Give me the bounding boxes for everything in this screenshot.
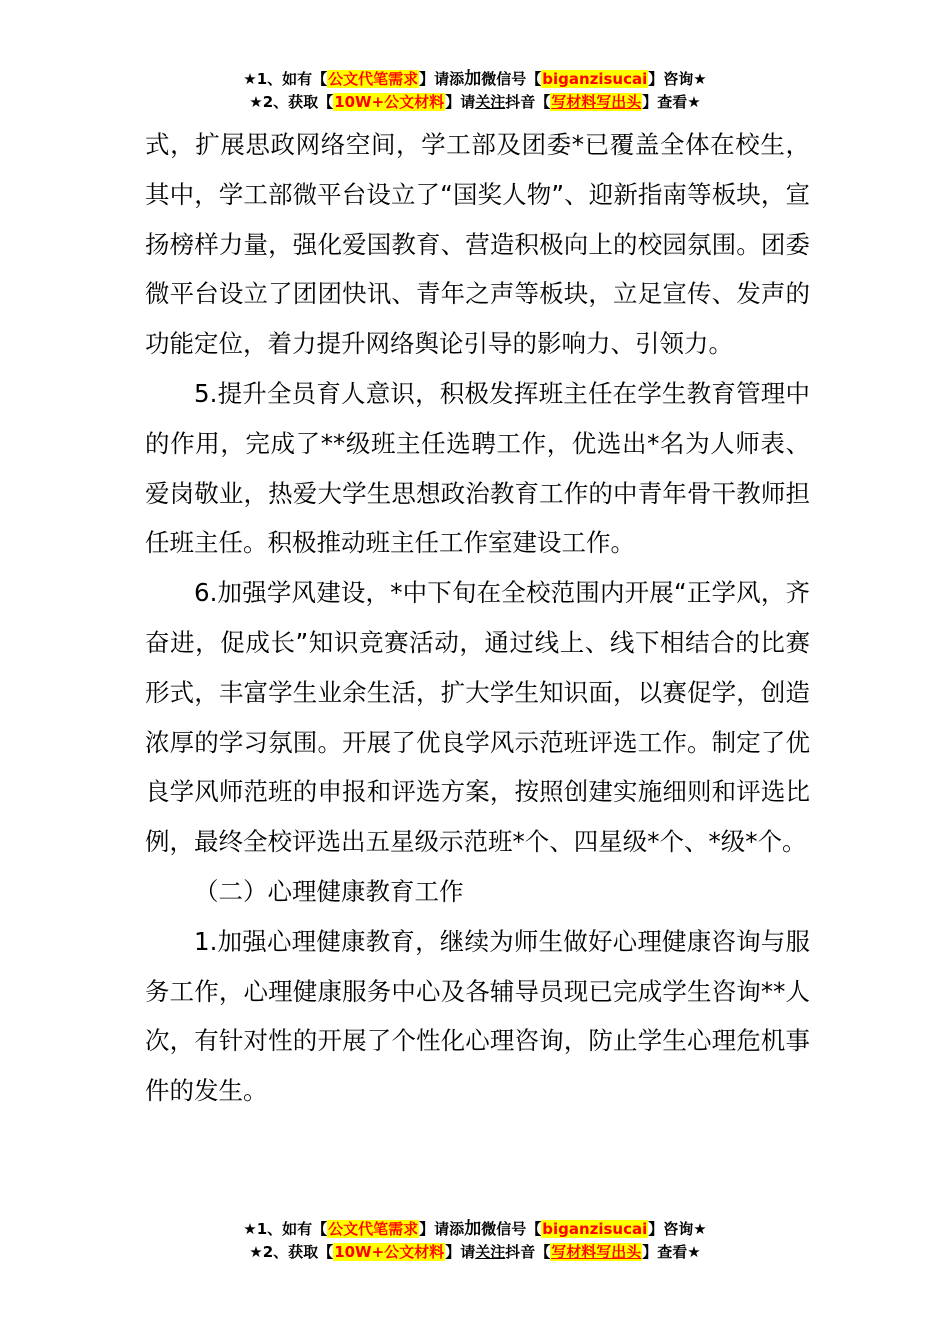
banner-text: 】查看★	[642, 1243, 701, 1261]
banner-text: 抖音【	[505, 93, 551, 111]
banner-text: 】查看★	[642, 93, 701, 111]
banner-text: 】请添	[419, 1220, 465, 1238]
document-body	[145, 120, 810, 1116]
banner-line-2	[0, 1241, 950, 1264]
banner-text: ★2、获取【	[249, 1243, 334, 1261]
highlight-douyin-id: 写材料写出头	[551, 93, 642, 111]
banner-text: 】请添	[419, 70, 465, 88]
header-banner	[0, 68, 950, 114]
banner-text: ★2、获取【	[249, 93, 334, 111]
banner-line-2	[0, 91, 950, 114]
banner-text: ★1、如有【	[243, 1220, 328, 1238]
highlight-douyin-id: 写材料写出头	[551, 1243, 642, 1261]
paragraph: 6.加强学风建设，*中下旬在全校范围内开展“正学风，齐奋进，促成长”知识竞赛活动，通过线上、线下相结合的比赛形式，丰富学生业余生活，扩大学生知识面，以赛促学，创造浓厚的学习氛围。开展了优良学风示范班评选工作。制定了优良学风师范班的申报和评选方案，按照创建实施细则和评选比例，最终全校评选出五星级示范班*个、四星级*个、*级*个。	[145, 578, 810, 857]
banner-text: 加	[464, 1219, 482, 1239]
banner-line-1	[0, 68, 950, 91]
banner-text: 抖音【	[505, 1243, 551, 1261]
banner-text: 】请	[445, 1243, 476, 1261]
paragraph: 式，扩展思政网络空间，学工部及团委*已覆盖全体在校生，其中，学工部微平台设立了“国奖人物”、迎新指南等板块，宣扬榜样力量，强化爱国教育、营造积极向上的校园氛围。团委微平台设立了团团快讯、青年之声等板块，立足宣传、发声的功能定位，着力提升网络舆论引导的影响力、引领力。	[145, 130, 810, 359]
footer-banner	[0, 1218, 950, 1264]
banner-text: 关注	[475, 1243, 506, 1261]
highlight-materials: 10W+公文材料	[334, 1243, 445, 1261]
paragraph: 1.加强心理健康教育，继续为师生做好心理健康咨询与服务工作，心理健康服务中心及各辅导员现已完成学生咨询**人次，有针对性的开展了个性化心理咨询，防止学生心理危机事件的发生。	[145, 926, 810, 1106]
highlight-service: 公文代笔需求	[328, 70, 419, 88]
highlight-materials: 10W+公文材料	[334, 93, 445, 111]
highlight-wechat-id: biganzisucai	[542, 70, 648, 88]
banner-text: ★1、如有【	[243, 70, 328, 88]
banner-text: 】咨询★	[648, 70, 707, 88]
banner-text: 微信号【	[481, 1220, 542, 1238]
section-heading: （二）心理健康教育工作	[194, 876, 464, 906]
banner-text: 关注	[475, 93, 506, 111]
banner-text: 微信号【	[481, 70, 542, 88]
banner-text: 】咨询★	[648, 1220, 707, 1238]
banner-text: 】请	[445, 93, 476, 111]
banner-text: 加	[464, 69, 482, 89]
banner-line-1	[0, 1218, 950, 1241]
highlight-service: 公文代笔需求	[328, 1220, 419, 1238]
paragraph: 5.提升全员育人意识，积极发挥班主任在学生教育管理中的作用，完成了**级班主任选聘工作，优选出*名为人师表、爱岗敬业，热爱大学生思想政治教育工作的中青年骨干教师担任班主任。积极推动班主任工作室建设工作。	[145, 378, 810, 558]
highlight-wechat-id: biganzisucai	[542, 1220, 648, 1238]
